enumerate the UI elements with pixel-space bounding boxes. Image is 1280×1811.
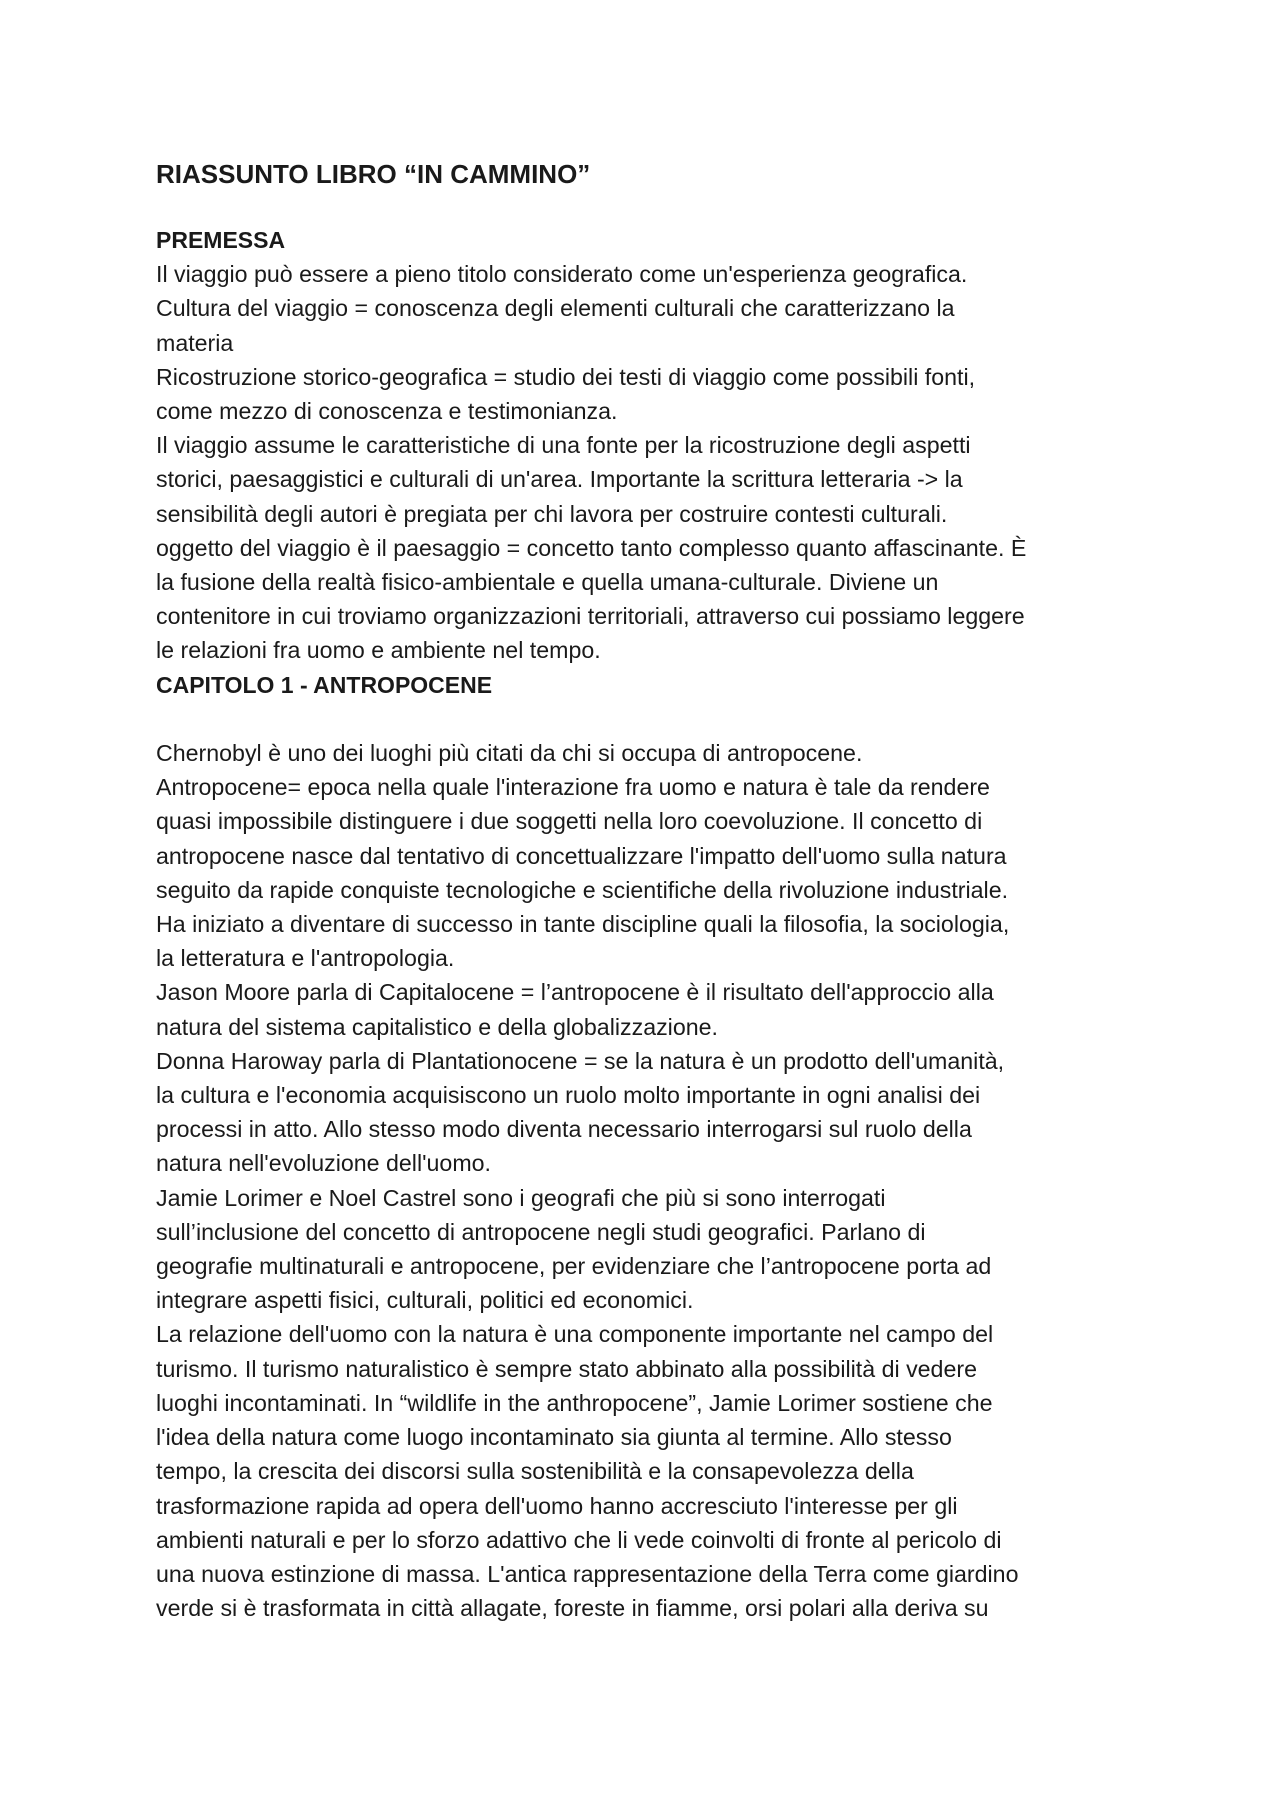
paragraph-line: natura nell'evoluzione dell'uomo. (156, 1150, 491, 1177)
paragraph-line: come mezzo di conoscenza e testimonianza. (156, 398, 618, 425)
paragraph-line: trasformazione rapida ad opera dell'uomo hanno accresciuto l'interesse per gli (156, 1492, 958, 1519)
paragraph-line: Cultura del viaggio = conoscenza degli elementi culturali che caratterizzano la (156, 295, 955, 322)
paragraph-line: luoghi incontaminati. In “wildlife in the anthropocene”, Jamie Lorimer sostiene che (156, 1389, 993, 1416)
paragraph-line: seguito da rapide conquiste tecnologiche e scientifiche della rivoluzione industriale. (156, 876, 1009, 903)
paragraph-line: antropocene nasce dal tentativo di concettualizzare l'impatto dell'uomo sulla natura (156, 842, 1007, 869)
paragraph-line: la cultura e l'economia acquisiscono un ruolo molto importante in ogni analisi dei (156, 1082, 981, 1109)
paragraph-line: quasi impossibile distinguere i due soggetti nella loro coevoluzione. Il concetto di (156, 808, 983, 835)
section-heading-capitolo-1: CAPITOLO 1 - ANTROPOCENE (156, 671, 493, 698)
paragraph-line: turismo. Il turismo naturalistico è sempre stato abbinato alla possibilità di vedere (156, 1355, 977, 1382)
paragraph-line: tempo, la crescita dei discorsi sulla sostenibilità e la consapevolezza della (156, 1458, 914, 1485)
paragraph-line: l'idea della natura come luogo incontaminato sia giunta al termine. Allo stesso (156, 1424, 952, 1451)
section-premessa (156, 223, 1146, 668)
paragraph-line: integrare aspetti fisici, culturali, politici ed economici. (156, 1287, 694, 1314)
paragraph-line: Il viaggio assume le caratteristiche di una fonte per la ricostruzione degli aspetti (156, 432, 971, 459)
paragraph-line: Antropocene= epoca nella quale l'interazione fra uomo e natura è tale da rendere (156, 774, 990, 801)
paragraph-line: una nuova estinzione di massa. L'antica rappresentazione della Terra come giardino (156, 1560, 1019, 1587)
paragraph-line: la letteratura e l'antropologia. (156, 945, 455, 972)
paragraph-line: processi in atto. Allo stesso modo diventa necessario interrogarsi sul ruolo della (156, 1116, 972, 1143)
paragraph-line: La relazione dell'uomo con la natura è una componente importante nel campo del (156, 1321, 994, 1348)
paragraph-line: natura del sistema capitalistico e della globalizzazione. (156, 1013, 718, 1040)
paragraph-line: Ha iniziato a diventare di successo in tante discipline quali la filosofia, la sociologia, (156, 911, 1010, 938)
document-page (156, 157, 1146, 1625)
blank-line (156, 702, 1146, 736)
paragraph-line: la fusione della realtà fisico-ambientale e quella umana-culturale. Diviene un (156, 569, 939, 596)
document-title: RIASSUNTO LIBRO “IN CAMMINO” (156, 159, 591, 189)
section-heading-premessa: PREMESSA (156, 227, 286, 253)
section-capitolo-1 (156, 668, 1146, 1626)
paragraph-line: verde si è trasformata in città allagate, foreste in fiamme, orsi polari alla deriva su (156, 1595, 989, 1622)
paragraph-line: contenitore in cui troviamo organizzazioni territoriali, attraverso cui possiamo leggere (156, 603, 1025, 630)
paragraph-line: sull’inclusione del concetto di antropocene negli studi geografici. Parlano di (156, 1218, 926, 1245)
paragraph-line: Il viaggio può essere a pieno titolo considerato come un'esperienza geografica. (156, 261, 968, 288)
paragraph-line: le relazioni fra uomo e ambiente nel tempo. (156, 637, 601, 664)
paragraph-line: Jamie Lorimer e Noel Castrel sono i geografi che più si sono interrogati (156, 1184, 886, 1211)
paragraph-line: oggetto del viaggio è il paesaggio = concetto tanto complesso quanto affascinante. È (156, 534, 1027, 561)
paragraph-line: storici, paesaggistici e culturali di un'area. Importante la scrittura letteraria -> la (156, 466, 963, 493)
paragraph-line: Chernobyl è uno dei luoghi più citati da chi si occupa di antropocene. (156, 740, 863, 767)
paragraph-line: materia (156, 329, 234, 356)
paragraph-line: ambienti naturali e per lo sforzo adattivo che li vede coinvolti di fronte al pericolo di (156, 1526, 1002, 1553)
paragraph-line: Donna Haroway parla di Plantationocene = se la natura è un prodotto dell'umanità, (156, 1047, 1005, 1074)
paragraph-line: geografie multinaturali e antropocene, per evidenziare che l’antropocene porta ad (156, 1253, 992, 1280)
paragraph-line: sensibilità degli autori è pregiata per chi lavora per costruire contesti culturali. (156, 500, 948, 527)
paragraph-line: Ricostruzione storico-geografica = studio dei testi di viaggio come possibili fonti, (156, 363, 976, 390)
paragraph-line: Jason Moore parla di Capitalocene = l’antropocene è il risultato dell'approccio alla (156, 979, 994, 1006)
